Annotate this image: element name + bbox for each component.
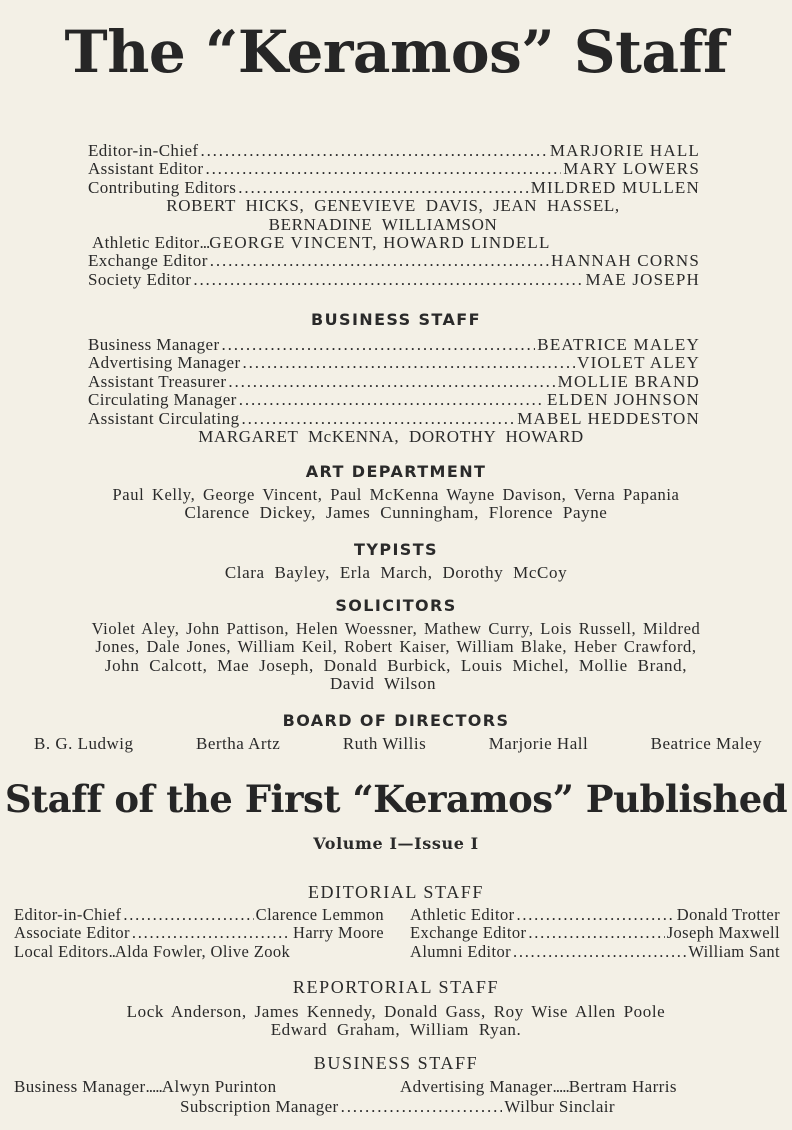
board-member: B. G. Ludwig bbox=[34, 734, 134, 753]
business-staff bbox=[0, 310, 792, 446]
section-heading: EDITORIAL STAFF bbox=[307, 882, 485, 902]
section-heading: TYPISTS bbox=[354, 540, 438, 559]
contributing-names: BERNADINE WILLIAMSON bbox=[268, 214, 498, 234]
board-member: Beatrice Maley bbox=[650, 734, 762, 753]
typists bbox=[0, 540, 792, 582]
section-heading: ART DEPARTMENT bbox=[305, 462, 487, 481]
staff-row: Business Manager ..... Alwyn Purinton bbox=[14, 1077, 277, 1096]
name-line: Paul Kelly, George Vincent, Paul McKenna Wayne Davison, Verna Papania bbox=[112, 485, 680, 504]
section-heading: BUSINESS STAFF bbox=[313, 1053, 479, 1073]
staff-row: Society Editor . . . MAE JOSEPH bbox=[88, 271, 700, 289]
board-members bbox=[34, 735, 762, 753]
staff-row: Advertising Manager . . . VIOLET ALEY bbox=[88, 354, 700, 372]
staff-row: Subscription Manager . . . Wilbur Sinclair bbox=[180, 1098, 615, 1116]
first-business-staff bbox=[0, 1053, 792, 1073]
staff-row: Circulating Manager . . . ELDEN JOHNSON bbox=[88, 391, 700, 409]
staff-row: Athletic Editor ... GEORGE VINCENT, HOWARD LINDELL bbox=[92, 233, 551, 253]
first-business-columns bbox=[14, 1078, 778, 1096]
section-heading: SOLICITORS bbox=[335, 596, 457, 615]
board-member: Ruth Willis bbox=[342, 734, 427, 753]
name-line: Violet Aley, John Pattison, Helen Woessner, Mathew Curry, Lois Russell, Mildred bbox=[91, 619, 701, 638]
section-heading: BUSINESS STAFF bbox=[311, 310, 481, 329]
staff-row: Local Editors .. Alda Fowler, Olive Zook bbox=[14, 941, 291, 961]
name-line: David Wilson bbox=[329, 674, 437, 694]
staff-row: Alumni Editor . . . William Sant bbox=[410, 943, 780, 961]
staff-row: Athletic Editor . . . Donald Trotter bbox=[410, 906, 780, 924]
name-line: Clara Bayley, Erla March, Dorothy McCoy bbox=[224, 563, 568, 582]
left-column bbox=[14, 906, 384, 961]
staff-row: Associate Editor . . . Harry Moore bbox=[14, 924, 384, 942]
name-line: Edward Graham, William Ryan. bbox=[270, 1020, 522, 1040]
board-member: Bertha Artz bbox=[195, 734, 281, 753]
staff-row: Contributing Editors . . . MILDRED MULLEN bbox=[88, 179, 700, 197]
editorial-staff bbox=[0, 142, 792, 289]
reportorial-staff bbox=[0, 977, 792, 1040]
first-editorial-staff bbox=[0, 882, 792, 902]
board-of-directors bbox=[0, 711, 792, 753]
board-member: Marjorie Hall bbox=[488, 734, 589, 753]
staff-row: Editor-in-Chief . . . Clarence Lemmon bbox=[14, 906, 384, 924]
staff-row: Editor-in-Chief . . . MARJORIE HALL bbox=[88, 142, 700, 160]
volume-label: Volume I—Issue I bbox=[313, 834, 479, 853]
staff-row: Exchange Editor . . . Joseph Maxwell bbox=[410, 924, 780, 942]
art-department bbox=[0, 462, 792, 523]
staff-row: Assistant Treasurer . . . MOLLIE BRAND bbox=[88, 373, 700, 391]
staff-row: Assistant Circulating . . . MABEL HEDDESTON bbox=[88, 410, 700, 428]
name-line: Jones, Dale Jones, William Keil, Robert Kaiser, William Blake, Heber Crawford, bbox=[95, 637, 697, 657]
name-line: John Calcott, Mae Joseph, Donald Burbick, Louis Michel, Mollie Brand, bbox=[104, 655, 688, 675]
contributing-names: ROBERT HICKS, GENEVIEVE DAVIS, JEAN HASSEL, bbox=[166, 196, 620, 216]
subscription-row bbox=[0, 1098, 792, 1116]
name-line: Clarence Dickey, James Cunningham, Florence Payne bbox=[184, 503, 608, 523]
right-column bbox=[410, 906, 780, 961]
staff-row: Advertising Manager ..... Bertram Harris bbox=[400, 1077, 677, 1096]
staff-row: Assistant Editor . . . MARY LOWERS bbox=[88, 160, 700, 178]
name-line: Lock Anderson, James Kennedy, Donald Gass, Roy Wise Allen Poole bbox=[126, 1002, 666, 1021]
first-editorial-columns bbox=[14, 906, 780, 961]
staff-row: Business Manager . . . BEATRICE MALEY bbox=[88, 336, 700, 354]
section-heading: REPORTORIAL STAFF bbox=[292, 977, 500, 997]
business-extra-names: MARGARET McKENNA, DOROTHY HOWARD bbox=[198, 427, 584, 447]
staff-row: Exchange Editor . . . HANNAH CORNS bbox=[88, 252, 700, 270]
section-heading: BOARD OF DIRECTORS bbox=[282, 711, 510, 730]
first-staff-title: Staff of the First “Keramos” Published bbox=[4, 777, 788, 821]
solicitors bbox=[0, 596, 792, 694]
page-title: The “Keramos” Staff bbox=[64, 18, 728, 86]
